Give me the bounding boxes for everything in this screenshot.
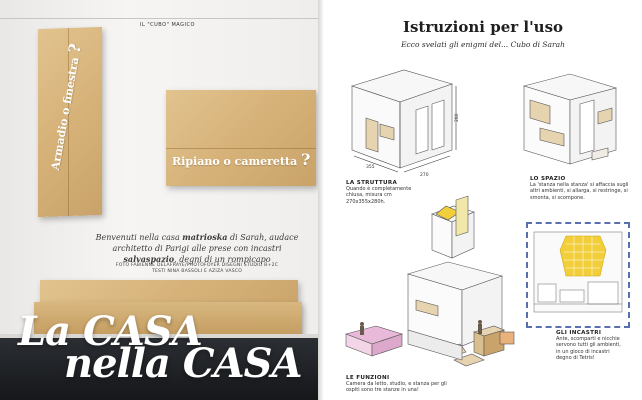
space-diagram [524, 74, 616, 164]
left-page-photo [0, 0, 318, 400]
page-title: Istruzioni per l'uso [402, 18, 564, 36]
dimension-height-label: 280 [455, 113, 460, 122]
page-subtitle: Ecco svelati gli enigmi del... Cubo di Sarah [401, 40, 565, 49]
header-rule [0, 18, 318, 19]
question-mark-icon: ? [64, 42, 85, 55]
question-mark-icon: ? [301, 150, 311, 169]
shelf-panel [166, 90, 316, 186]
dimension-depth-label: 355 [366, 165, 375, 170]
caption-functions: LE FUNZIONI Camera da letto, studio, e stanza per gli ospiti sono tre stanze in una! [346, 375, 447, 394]
right-page [324, 0, 642, 400]
wardrobe-label: Armadio o finestra ? [48, 42, 85, 172]
main-title-line1: La CASA [18, 308, 202, 355]
structure-diagram [352, 70, 456, 172]
highlight-dashed-box [526, 222, 630, 328]
dimension-width-label: 270 [420, 173, 429, 178]
main-title-line2: nella CASA [64, 340, 302, 387]
functions-diagram [346, 196, 514, 366]
credits: FOTO FABIENNE DELAFRAYE/PHOTOFOYER DISEGNI STUDIO B+2C TESTI NINA BASSOLI E AZIZA VASCO [115, 263, 279, 274]
caption-joints: GLI INCASTRI Ante, scomparti e nicchie servono tutti gli ambienti, in un gioco di incastri degno di Tetris! [556, 330, 621, 362]
caption-space: LO SPAZIO La 'stanza nella stanza' si affaccia sugli altri ambienti, si allarga, si restringe, si smonta, si scompone. [530, 176, 629, 201]
caption-structure: LA STRUTTURA Quando è completamente chiusa, misura cm 270x355x280h. [346, 180, 412, 205]
intro-text: Benvenuti nella casa matrioska di Sarah, audace architetto di Parigi alle prese con incastri salvaspazio, degni di un rompicapo [95, 232, 299, 264]
shelf-label: Ripiano o cameretta ? [172, 150, 311, 169]
section-tag: IL "CUBO" MAGICO [140, 22, 195, 28]
